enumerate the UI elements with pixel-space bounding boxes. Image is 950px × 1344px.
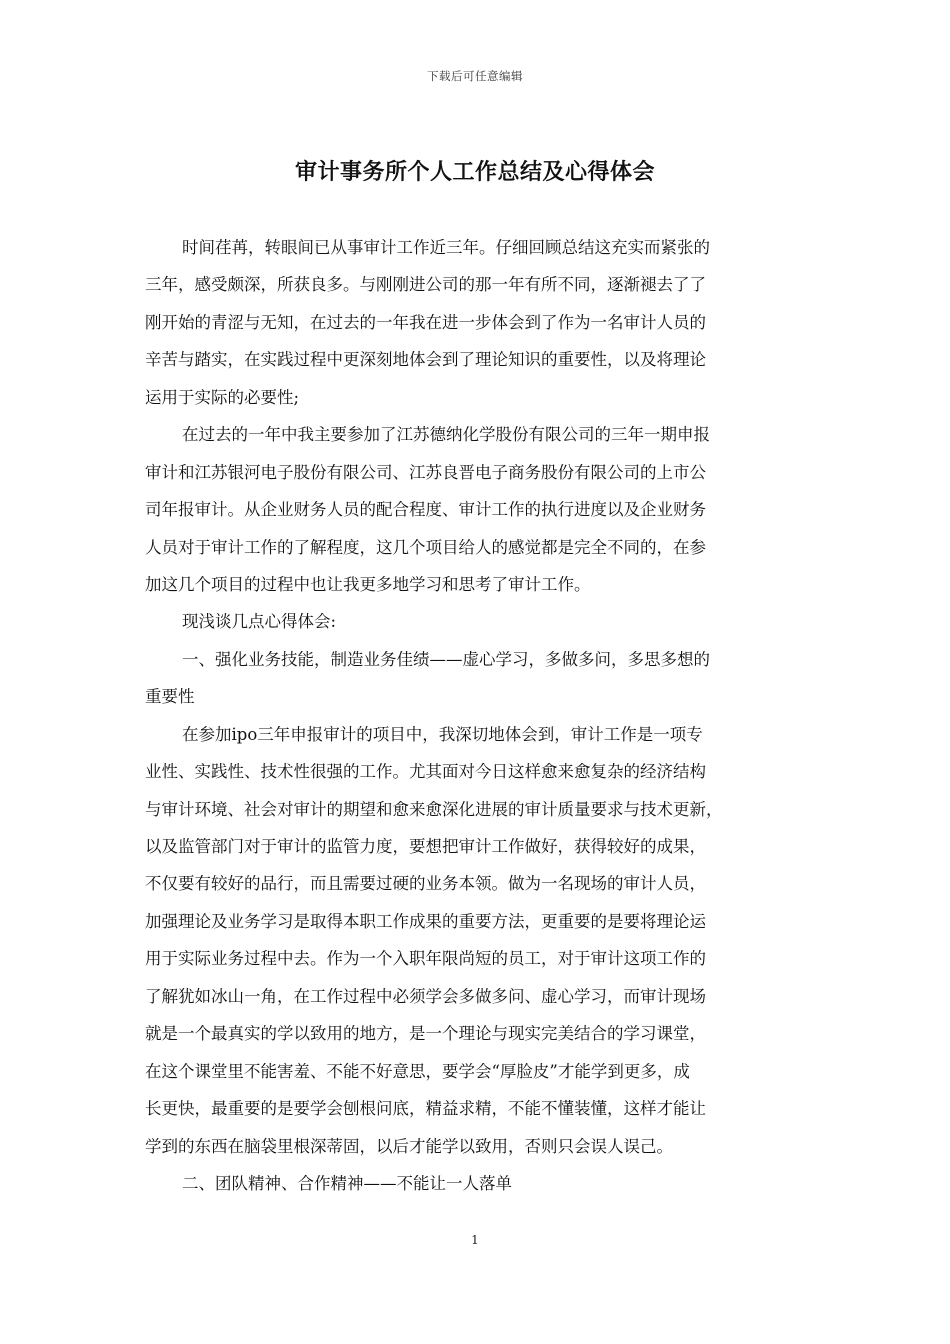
document-title: 审计事务所个人工作总结及心得体会: [294, 159, 655, 185]
section-heading-line: 重要性: [145, 687, 195, 707]
paragraph-line: 以及监管部门对于审计的监管力度，要想把审计工作做好，获得较好的成果，: [145, 837, 706, 856]
paragraph-line: 用于实际业务过程中去。作为一个入职年限尚短的员工，对于审计这项工作的: [145, 949, 706, 969]
paragraph-line: 学到的东西在脑袋里根深蒂固，以后才能学以致用，否则只会误人误己。: [145, 1136, 673, 1156]
paragraph-line: 在参加ipo三年申报审计的项目中，我深切地体会到，审计工作是一项专: [182, 724, 703, 744]
paragraph-line: 不仅要有较好的品行，而且需要过硬的业务本领。做为一名现场的审计人员，: [145, 874, 706, 894]
paragraph-line: 加强理论及业务学习是取得本职工作成果的重要方法，更重要的是要将理论运: [145, 911, 706, 931]
paragraph-line: 在过去的一年中我主要参加了江苏德纳化学股份有限公司的三年一期申报: [182, 425, 710, 445]
paragraph-line: 在这个课堂里不能害羞、不能不好意思，要学会“厚脸皮”才能学到更多，成: [145, 1061, 690, 1081]
page-number: 1: [471, 1233, 479, 1247]
paragraph-line: 三年，感受颇深，所获良多。与刚刚进公司的那一年有所不同，逐渐褪去了了: [145, 275, 706, 295]
paragraph-line: 司年报审计。从企业财务人员的配合程度、审计工作的执行进度以及企业财务: [145, 500, 706, 520]
paragraph-line: 与审计环境、社会对审计的期望和愈来愈深化进展的审计质量要求与技术更新，: [145, 799, 723, 819]
paragraph-line: 刚开始的青涩与无知，在过去的一年我在进一步体会到了作为一名审计人员的: [145, 312, 706, 332]
paragraph-line: 时间荏苒，转眼间已从事审计工作近三年。仔细回顾总结这充实而紧张的: [182, 238, 710, 257]
paragraph-line: 人员对于审计工作的了解程度，这几个项目给人的感觉都是完全不同的，在参: [145, 537, 706, 557]
paragraph-line: 运用于实际的必要性;: [145, 387, 300, 407]
paragraph-line: 现浅谈几点心得体会:: [182, 612, 337, 632]
section-heading-line: 一、强化业务技能，制造业务佳绩——虚心学习，多做多问，多思多想的: [182, 649, 710, 669]
paragraph-line: 业性、实践性、技术性很强的工作。尤其面对今日这样愈来愈复杂的经济结构: [145, 762, 706, 782]
paragraph-line: 审计和江苏银河电子股份有限公司、江苏良晋电子商务股份有限公司的上市公: [145, 462, 706, 482]
paragraph-line: 长更快，最重要的是要学会刨根问底，精益求精，不能不懂装懂，这样才能让: [145, 1099, 706, 1119]
page-header: 下载后可任意编辑: [427, 69, 523, 83]
section-heading-line: 二、团队精神、合作精神——不能让一人落单: [182, 1173, 512, 1193]
paragraph-line: 辛苦与踏实，在实践过程中更深刻地体会到了理论知识的重要性，以及将理论: [145, 350, 706, 370]
paragraph-line: 就是一个最真实的学以致用的地方，是一个理论与现实完美结合的学习课堂，: [145, 1024, 706, 1044]
document-body: [145, 229, 815, 1202]
paragraph-line: 加这几个项目的过程中也让我更多地学习和思考了审计工作。: [145, 574, 591, 594]
paragraph-line: 了解犹如冰山一角，在工作过程中必须学会多做多问、虚心学习，而审计现场: [145, 986, 706, 1006]
